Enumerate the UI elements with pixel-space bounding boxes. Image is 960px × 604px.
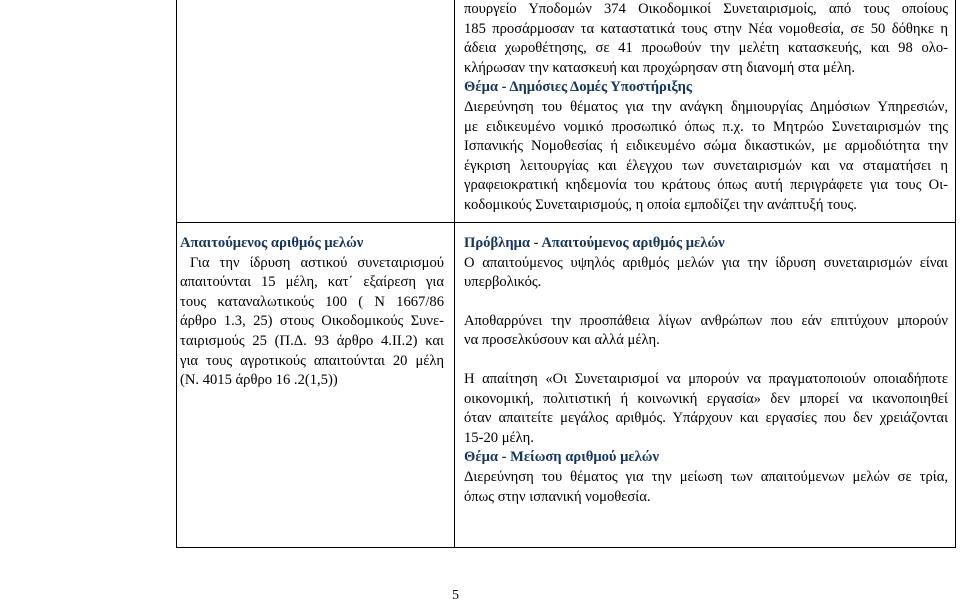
page-number: 5 bbox=[452, 588, 459, 603]
table-middle-border bbox=[454, 0, 455, 548]
top-right-cell bbox=[464, 0, 948, 216]
text-line: πουργείο Υποδομών 374 Οικοδομικοί Συνεταιρισμοίς, από τους οποίους bbox=[464, 1, 948, 17]
text-line: απαιτούνται 15 μέλη, κατ΄ εξαίρεση για bbox=[180, 274, 444, 291]
section-heading: Απαιτούμενος αριθμός μελών bbox=[180, 235, 364, 251]
text-line: για τους αγροτικούς απαιτούνται 20 μέλη bbox=[180, 352, 444, 369]
section-heading: Θέμα - Δημόσιες Δομές Υποστήριξης bbox=[464, 79, 693, 96]
text-line: άρθρο 1.3, 25) στους Οικοδομικούς Συνε- bbox=[180, 313, 444, 330]
section-heading: Θέμα - Μείωση αριθμού μελών bbox=[464, 449, 659, 466]
text-line: Διερεύνηση του θέματος για την μείωση των απαιτούμενων μελών σε τρία, bbox=[464, 468, 948, 485]
text-line: υπερβολικός. bbox=[464, 274, 542, 291]
table-right-border bbox=[955, 0, 956, 548]
text-line: Διερεύνηση του θέματος για την ανάγκη δημιουργίας Δημόσιων Υπηρεσιών, bbox=[464, 98, 948, 115]
text-line: γραφειοκρατική κηδεμονία του κράτους όπως αυτή περιγράφετε για τους Οι- bbox=[464, 177, 948, 194]
table-left-border bbox=[176, 0, 177, 548]
text-line: Ο απαιτούμενος υψηλός αριθμός μελών για την ίδρυση συνεταιρισμών είναι bbox=[464, 254, 948, 271]
text-line: 185 προσάρμοσαν τα καταστατικά τους στην Νέα νομοθεσία, σε 50 δόθηκε η bbox=[464, 20, 948, 37]
text-line: όπως στην ισπανική νομοθεσία. bbox=[464, 488, 651, 505]
text-line: τους καταναλωτικούς 100 ( Ν 1667/86 bbox=[180, 293, 444, 310]
text-line: να προσελκύσουν και αλλά μέλη. bbox=[464, 332, 660, 349]
text-line: όταν απαιτείτε μεγάλος αριθμός. Υπάρχουν και εργασίες που δεν χρειάζονται bbox=[464, 410, 948, 427]
table-bottom-border bbox=[176, 547, 956, 548]
left-cell bbox=[180, 234, 444, 391]
text-line: άδεια χωροθέτησης, σε 41 προωθούν την μελέτη κατασκευής, και 98 ολο- bbox=[464, 40, 948, 57]
text-line: 15-20 μέλη. bbox=[464, 429, 534, 446]
text-line: με ειδικευμένο νομικό προσωπικό όπως π.χ. το Μητρώο Συνεταιρισμών της bbox=[464, 118, 948, 135]
text-line: Για την ίδρυση αστικού συνεταιρισμού bbox=[180, 254, 444, 271]
text-line: Ισπανικής Νομοθεσίας ή ειδικευμένο σώμα δικαστικών, με αρμοδιότητα την bbox=[464, 138, 948, 155]
bottom-right-cell bbox=[464, 234, 948, 507]
text-line: ταιρισμούς 25 (Π.Δ. 93 άρθρο 4.ΙΙ.2) και bbox=[180, 332, 444, 349]
text-line: κλήρωσαν την κατασκευή και προχώρησαν στη διανομή στα μέλη. bbox=[464, 59, 856, 76]
text-line: Η απαίτηση «Οι Συνεταιρισμοί να μπορούν να πραγματοποιούν οποιαδήποτε bbox=[464, 370, 948, 387]
section-heading: Πρόβλημα - Απαιτούμενος αριθμός μελών bbox=[464, 235, 725, 251]
text-line: έγκριση λειτουργίας και έλεγχου των συνεταιρισμών και να σταματήσει η bbox=[464, 157, 948, 174]
text-line: κοδομικούς Συνεταιρισμούς, η οποία εμποδίζει την ανάπτυξή τους. bbox=[464, 196, 857, 213]
table-row-divider bbox=[176, 222, 956, 223]
text-line: (Ν. 4015 άρθρο 16 .2(1,5)) bbox=[180, 372, 338, 389]
text-line: οικονομική, πολιτιστική ή κοινωνική εργασία» δεν μπορεί να ικανοποιηθεί bbox=[464, 390, 948, 407]
text-line: Αποθαρρύνει την προσπάθεια λίγων ανθρώπων που εάν επιτύχουν μπορούν bbox=[464, 312, 948, 329]
